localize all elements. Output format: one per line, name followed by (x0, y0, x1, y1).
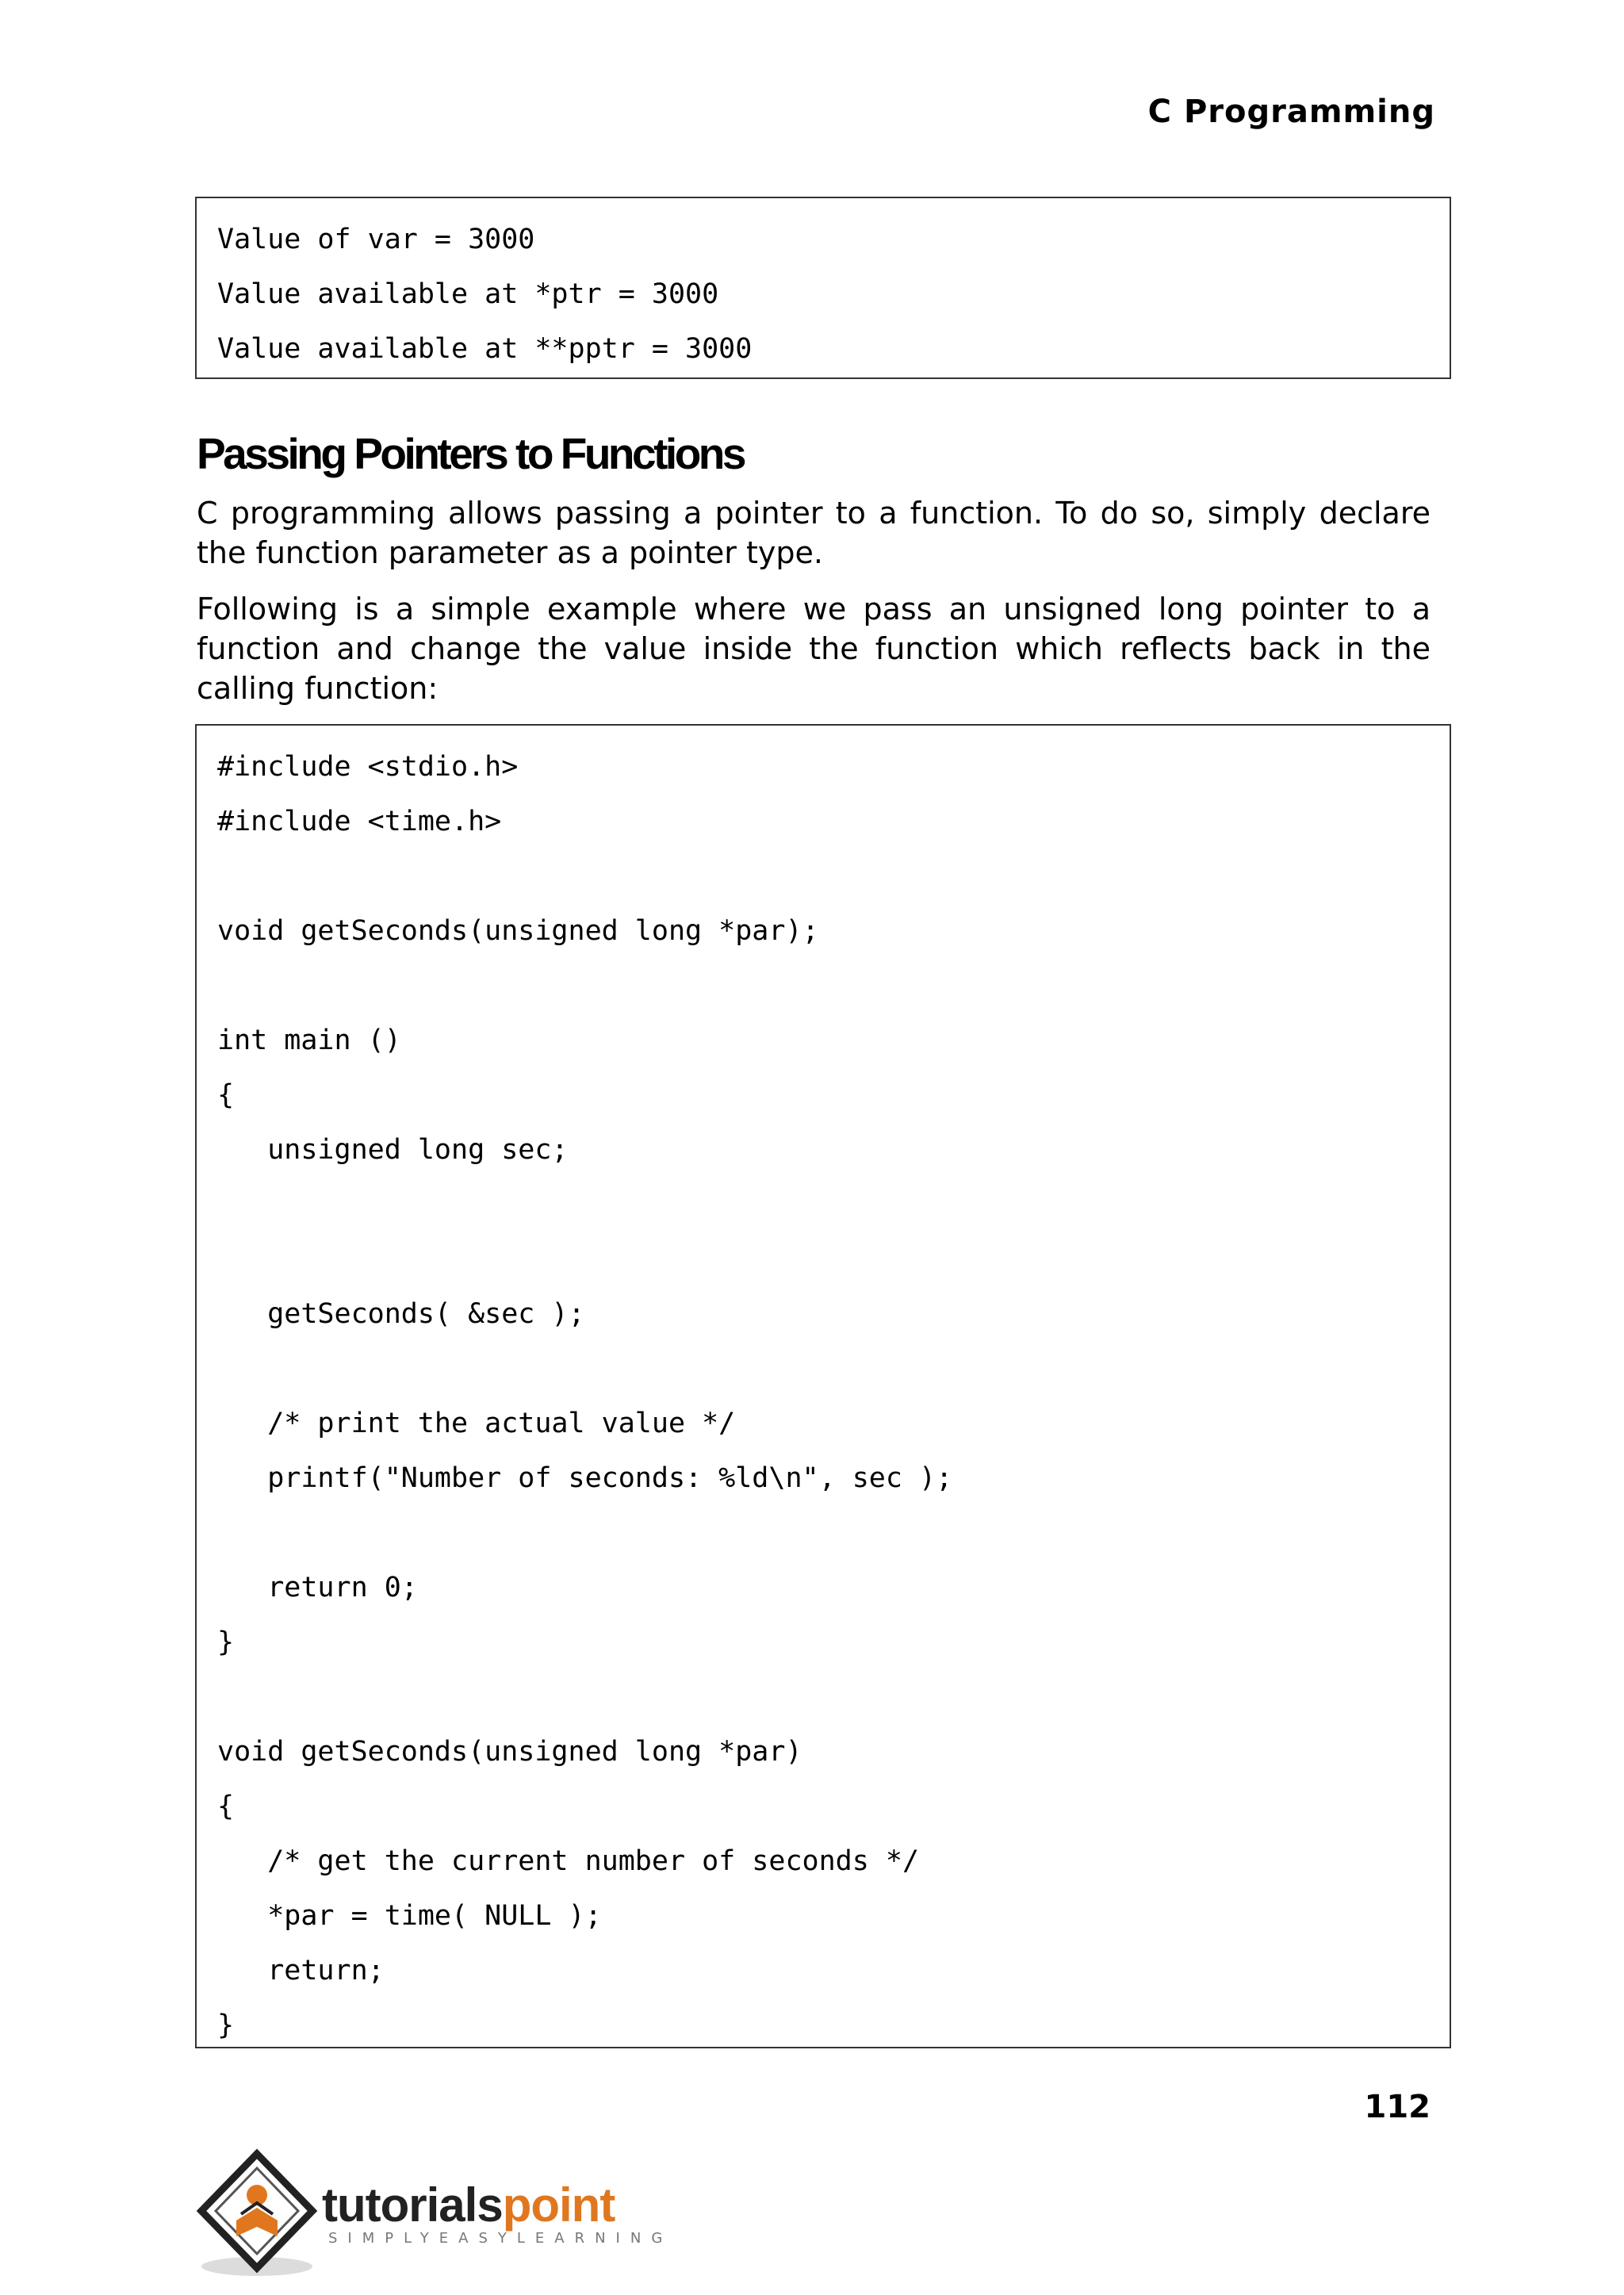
output-line: Value available at *ptr = 3000 (217, 278, 719, 310)
code-line: void getSeconds(unsigned long *par) (217, 1736, 802, 1768)
code-line: #include <stdio.h> (217, 751, 519, 783)
output-line: Value available at **pptr = 3000 (217, 333, 753, 365)
code-line (217, 1670, 1450, 1725)
body-paragraph: C programming allows passing a pointer to a function. To do so, simply declare the function parameter as a pointer type. (197, 496, 1431, 570)
code-line: } (217, 1626, 235, 1658)
code-line: { (217, 1079, 235, 1111)
code-line: #include <time.h> (217, 806, 502, 837)
code-listing (195, 724, 1451, 2048)
code-line (217, 1506, 1450, 1561)
body-paragraph: Following is a simple example where we pass an unsigned long pointer to a function and change the value inside the function which reflects back in the calling function: (197, 592, 1431, 706)
section-heading: Passing Pointers to Functions (197, 429, 744, 478)
code-line (217, 1232, 1450, 1287)
code-line (217, 1342, 1450, 1397)
code-line: return; (217, 1955, 385, 1987)
code-line: } (217, 2010, 235, 2041)
code-line: getSeconds( &sec ); (217, 1298, 585, 1330)
code-line: void getSeconds(unsigned long *par); (217, 915, 819, 947)
code-line: printf("Number of seconds: %ld\n", sec ); (217, 1462, 953, 1494)
code-line: int main () (217, 1025, 401, 1056)
code-line (217, 1178, 1450, 1232)
page-number: 112 (1364, 2089, 1431, 2125)
code-line (217, 849, 1450, 904)
code-line: /* get the current number of seconds */ (217, 1845, 920, 1877)
code-line: /* print the actual value */ (217, 1408, 736, 1439)
code-line (217, 959, 1450, 1013)
logo-wordmark-part2: point (502, 2178, 615, 2232)
code-line: return 0; (217, 1572, 418, 1603)
running-header-title: C Programming (1147, 94, 1435, 130)
output-line: Value of var = 3000 (217, 224, 535, 255)
code-line: unsigned long sec; (217, 1134, 569, 1166)
logo-tagline: SIMPLYEASYLEARNING (328, 2230, 673, 2247)
program-output-block (195, 197, 1451, 379)
code-line: { (217, 1791, 235, 1822)
code-line: *par = time( NULL ); (217, 1900, 602, 1932)
logo-wordmark (322, 2178, 615, 2232)
logo-wordmark-part1: tutorials (322, 2178, 503, 2232)
tutorialspoint-logo (195, 2147, 673, 2282)
logo-diamond-icon (195, 2147, 322, 2282)
